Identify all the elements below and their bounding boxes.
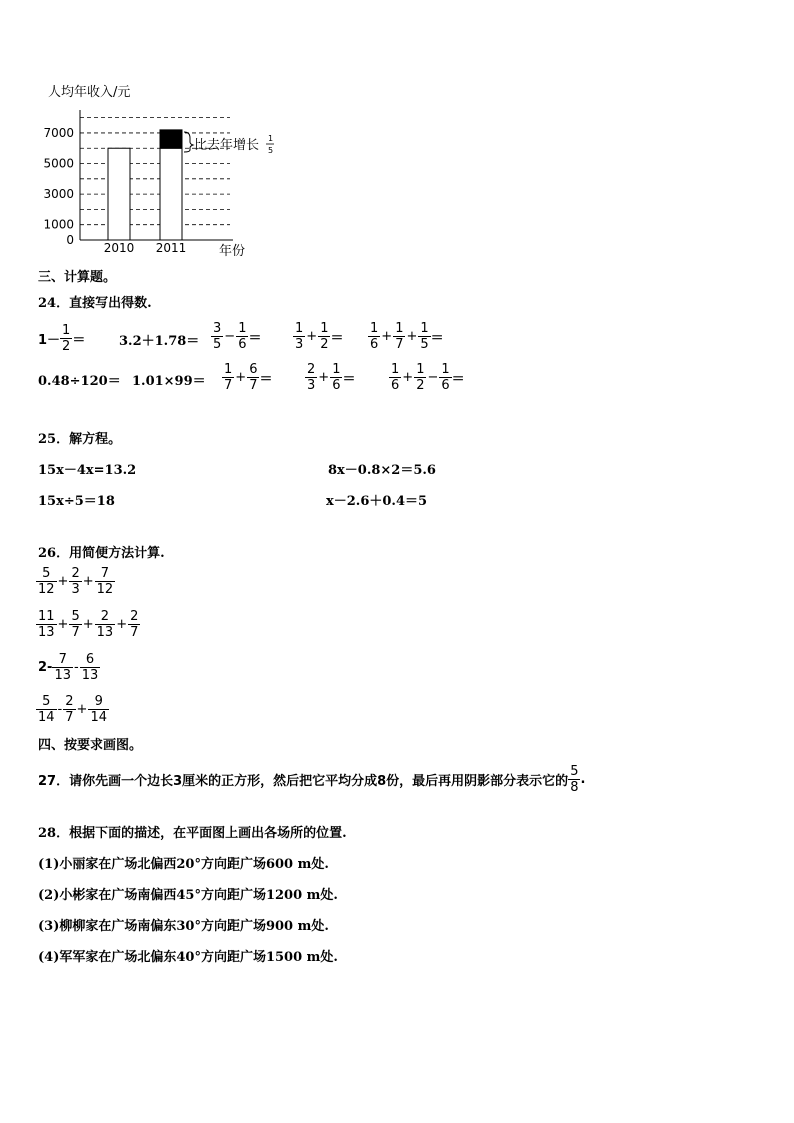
q24-item-2: 3.2＋1.78＝ — [119, 334, 200, 349]
x-tick-labels — [104, 241, 187, 255]
y-tick-label: 7000 — [43, 125, 74, 140]
q24-item-7: 1.01×99＝ — [132, 374, 206, 389]
y-ticks — [43, 126, 74, 247]
x-tick-label: 2011 — [155, 241, 187, 255]
q25-eq-3: 15x÷5＝18 — [38, 494, 115, 509]
q26-expr-2: $\frac{11}{13}$ + $\frac{5}{7}$ + $\frac{2}{13}$ + $\frac{2}{7}$ — [38, 609, 139, 640]
q24-item-6: 0.48÷120＝ — [38, 374, 121, 389]
q25-eq-1: 15x－4x=13.2 — [38, 463, 137, 478]
q28-item-4: (4)军军家在广场北偏东40°方向距广场1500 m处. — [38, 950, 338, 965]
x-tick-label: 2010 — [103, 241, 135, 255]
q28-item-2: (2)小彬家在广场南偏西45°方向距广场1200 m处. — [38, 888, 338, 903]
q24-item-5: $\frac{1}{6}$ + $\frac{1}{7}$ + $\frac{1}{5}$ ＝ — [370, 320, 444, 352]
q26-title: 26．用简便方法计算. — [38, 546, 165, 561]
income-bar-chart — [38, 78, 298, 260]
q28-title: 28．根据下面的描述，在平面图上画出各场所的位置. — [38, 826, 347, 841]
q24-item-9: $\frac{2}{3}$ + $\frac{1}{6}$ ＝ — [307, 361, 356, 393]
y-axis-label: 人均年收入/元 — [48, 85, 131, 100]
section-4-heading: 四、按要求画图。 — [38, 738, 143, 753]
q27: 27．请你先画一个边长3厘米的正方形，然后把它平均分成8份，最后再用阴影部分表示它的 $\frac{5}{8}$ . — [38, 764, 586, 795]
bar-2011-base — [160, 148, 182, 240]
q24-item-1: 1－ $\frac{1}{2}$ ＝ — [38, 322, 86, 354]
q28-item-1: (1)小丽家在广场北偏西20°方向距广场600 m处. — [38, 857, 329, 872]
q25-title: 25．解方程。 — [38, 432, 122, 447]
y-tick-label: 5000 — [43, 156, 74, 171]
q24-item-8: $\frac{1}{7}$ + $\frac{6}{7}$ ＝ — [224, 361, 273, 393]
q24-item-3: $\frac{3}{5}$ − $\frac{1}{6}$ ＝ — [213, 320, 262, 352]
bars — [108, 130, 182, 240]
q25-eq-4: x－2.6＋0.4＝5 — [326, 494, 428, 509]
q26-expr-3: 2- $\frac{7}{13}$ - $\frac{6}{13}$ — [38, 652, 99, 683]
section-3-heading: 三、计算题。 — [38, 270, 117, 285]
y-tick-label: 1000 — [43, 217, 74, 232]
q26-expr-4: $\frac{5}{14}$ - $\frac{2}{7}$ + $\frac{9}{14}$ — [38, 694, 107, 725]
annotation-text: 比去年增长 — [194, 138, 260, 153]
gridlines — [80, 118, 230, 225]
annotation-brace — [184, 132, 193, 152]
annotation-frac-den: 5 — [268, 146, 274, 155]
q28-item-3: (3)柳柳家在广场南偏东30°方向距广场900 m处. — [38, 919, 329, 934]
q24-item-4: $\frac{1}{3}$ + $\frac{1}{2}$ ＝ — [295, 320, 344, 352]
bar-2011-increase — [160, 130, 182, 148]
annotation-frac-num: 1 — [268, 134, 274, 143]
bar-2010 — [108, 148, 130, 240]
q24-title: 24．直接写出得数. — [38, 296, 152, 311]
q26-expr-1: $\frac{5}{12}$ + $\frac{2}{3}$ + $\frac{7}{12}$ — [38, 566, 114, 597]
q25-eq-2: 8x－0.8×2＝5.6 — [328, 463, 436, 478]
x-axis-label: 年份 — [219, 244, 246, 259]
y-tick-label: 0 — [66, 233, 74, 247]
q24-item-10: $\frac{1}{6}$ + $\frac{1}{2}$ − $\frac{1}{6}$ ＝ — [391, 361, 465, 393]
y-tick-label: 3000 — [43, 187, 74, 202]
